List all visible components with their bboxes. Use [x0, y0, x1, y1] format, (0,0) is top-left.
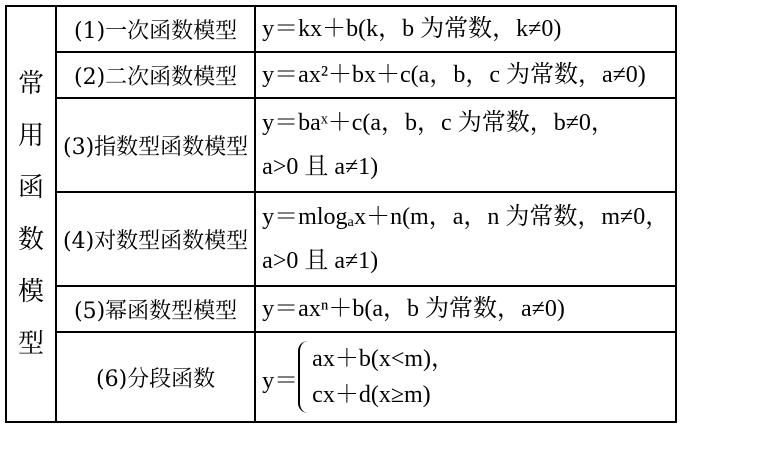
model-name: (1)一次函数模型	[56, 6, 255, 52]
side-label-char: 数	[17, 225, 44, 255]
model-formula	[255, 6, 676, 52]
table-row	[6, 52, 676, 98]
formula-line: y＝ax²＋bx＋c(a，b，c 为常数，a≠0)	[262, 62, 646, 88]
table-row	[6, 6, 676, 52]
table-row	[6, 192, 676, 286]
formula-line: y＝kx＋b(k，b 为常数，k≠0)	[262, 16, 562, 42]
model-formula	[255, 52, 676, 98]
side-label-cell	[6, 6, 56, 422]
model-name: (4)对数型函数模型	[56, 192, 255, 286]
formula-line: y＝axⁿ＋b(a，b 为常数，a≠0)	[262, 296, 565, 322]
formula-case: ax＋b(x<m)，	[312, 346, 456, 372]
formula-line: a>0 且 a≠1)	[262, 154, 379, 180]
model-name: (3)指数型函数模型	[56, 98, 255, 192]
table-row	[6, 332, 676, 422]
formula-prefix: y＝	[262, 367, 299, 394]
formula-cases	[312, 341, 455, 413]
model-name: (5)幂函数型模型	[56, 286, 255, 332]
model-formula	[255, 192, 676, 286]
model-name: (6)分段函数	[56, 332, 255, 422]
side-label	[13, 58, 49, 370]
side-label-char: 函	[17, 173, 44, 203]
side-label-char: 型	[17, 329, 44, 359]
formula-line: y＝baˣ＋c(a，b，c 为常数，b≠0，	[262, 110, 615, 136]
model-formula	[255, 286, 676, 332]
formula-case: cx＋d(x≥m)	[312, 382, 431, 408]
table-row	[6, 98, 676, 192]
piecewise-formula	[262, 341, 455, 413]
side-label-char: 模	[17, 277, 44, 307]
formula-line: y＝mlogₐx＋n(m，a，n 为常数，m≠0，	[262, 204, 670, 230]
formula-line: a>0 且 a≠1)	[262, 248, 379, 274]
side-label-char: 用	[17, 121, 44, 151]
model-formula	[255, 332, 676, 422]
left-brace-icon	[298, 341, 310, 413]
function-models-table	[5, 5, 677, 423]
table-row	[6, 286, 676, 332]
model-formula	[255, 98, 676, 192]
model-name: (2)二次函数模型	[56, 52, 255, 98]
side-label-char: 常	[17, 69, 44, 99]
